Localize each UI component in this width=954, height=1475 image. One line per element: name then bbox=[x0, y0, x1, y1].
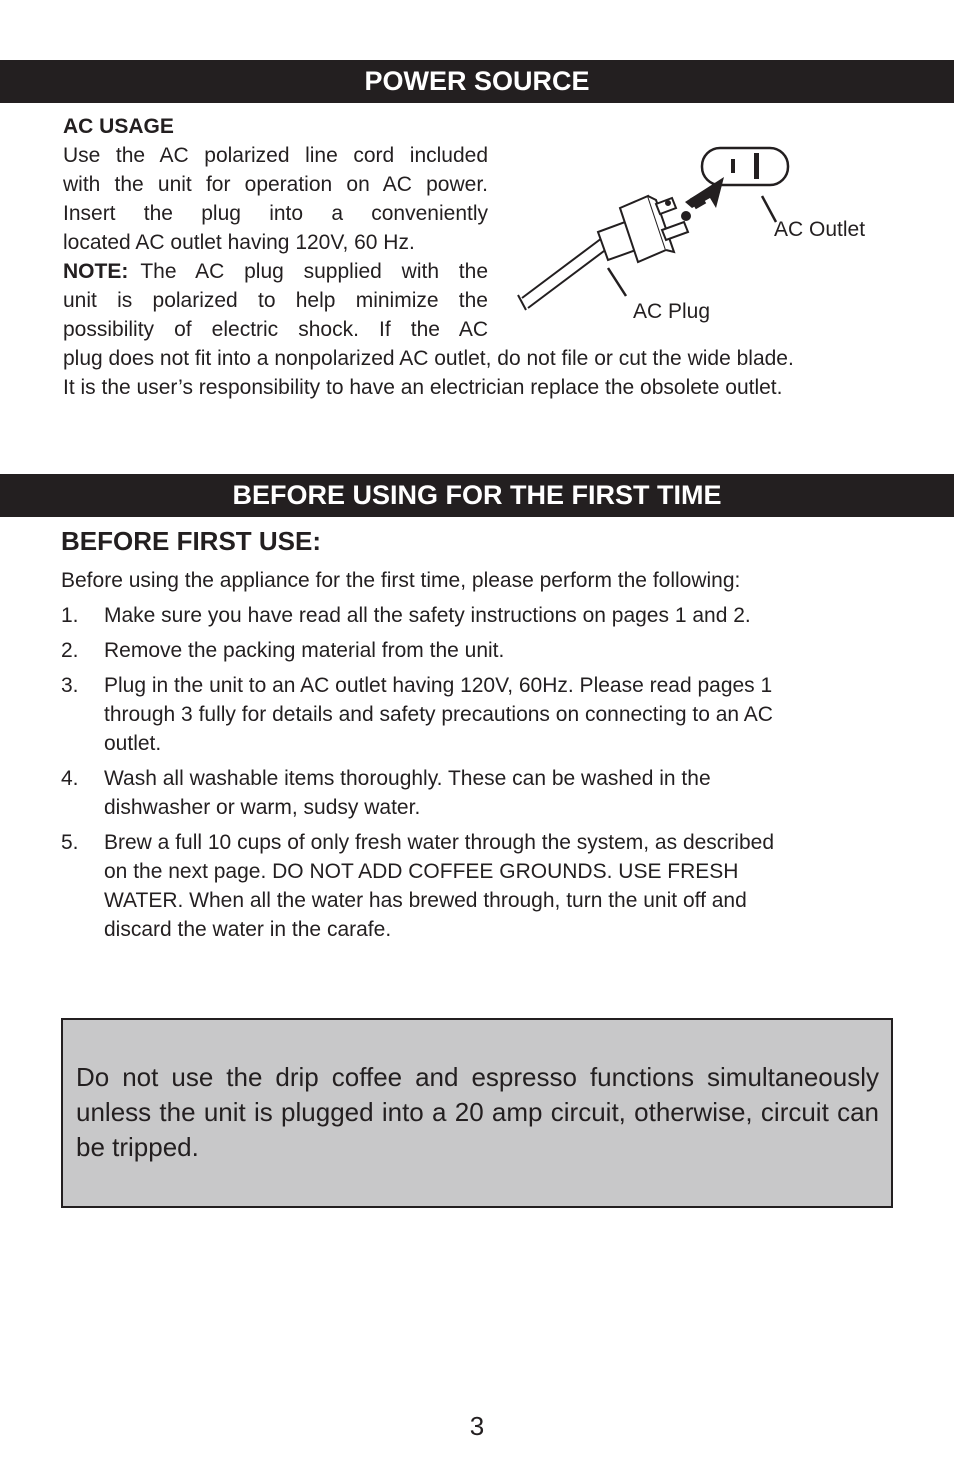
ac-usage-heading: AC USAGE bbox=[63, 115, 174, 138]
warning-notice-text: Do not use the drip coffee and espresso functions simultaneously unless the unit is plugged into a 20 amp circuit, otherwise, circuit can be tripped. bbox=[76, 1062, 879, 1162]
warning-notice-box bbox=[61, 1018, 893, 1208]
step-text: on the next page. DO NOT ADD COFFEE GROUNDS. USE FRESH bbox=[104, 860, 739, 883]
power-source-header: POWER SOURCE bbox=[0, 60, 954, 103]
step-text: outlet. bbox=[104, 732, 162, 755]
ac-outlet-icon bbox=[702, 148, 788, 185]
ac-usage-line: located AC outlet having 120V, 60 Hz. bbox=[63, 231, 415, 254]
ac-outlet-label: AC Outlet bbox=[774, 218, 866, 241]
plug-leader-line bbox=[608, 268, 626, 296]
before-first-use-intro: Before using the appliance for the first time, please perform the following: bbox=[61, 569, 741, 592]
note-label: NOTE: bbox=[63, 260, 129, 283]
ac-usage-line: with the unit for operation on AC power. bbox=[63, 173, 488, 196]
step-number: 3. bbox=[61, 674, 79, 697]
step-number: 5. bbox=[61, 831, 79, 854]
step-text: WATER. When all the water has brewed through, turn the unit off and bbox=[104, 889, 747, 912]
note-line: unit is polarized to help minimize the bbox=[63, 289, 488, 312]
step-text: Make sure you have read all the safety instructions on pages 1 and 2. bbox=[104, 604, 751, 627]
before-first-use-heading: BEFORE FIRST USE: bbox=[61, 526, 322, 556]
step-text: Brew a full 10 cups of only fresh water through the system, as described bbox=[104, 831, 775, 854]
note-text: The AC plug supplied with the bbox=[140, 260, 488, 283]
ac-plug-label: AC Plug bbox=[633, 300, 711, 323]
ac-usage-line: Use the AC polarized line cord included bbox=[63, 144, 488, 167]
note-line: possibility of electric shock. If the AC bbox=[63, 318, 488, 341]
step-number: 2. bbox=[61, 639, 79, 662]
note-line: plug does not fit into a nonpolarized AC outlet, do not file or cut the wide blade. bbox=[63, 347, 794, 370]
step-text: discard the water in the carafe. bbox=[104, 918, 392, 941]
note-line bbox=[63, 257, 488, 286]
step-number: 4. bbox=[61, 767, 79, 790]
step-text: dishwasher or warm, sudsy water. bbox=[104, 796, 421, 819]
before-using-header: BEFORE USING FOR THE FIRST TIME bbox=[0, 474, 954, 517]
step-text: Wash all washable items thoroughly. These can be washed in the bbox=[104, 767, 711, 790]
page-number: 3 bbox=[469, 1411, 485, 1441]
note-line: It is the user’s responsibility to have an electrician replace the obsolete outlet. bbox=[63, 376, 783, 399]
step-text: Remove the packing material from the unit. bbox=[104, 639, 505, 662]
ac-usage-line: Insert the plug into a conveniently bbox=[63, 202, 488, 225]
step-text: through 3 fully for details and safety precautions on connecting to an AC bbox=[104, 703, 773, 726]
ac-plug-icon bbox=[518, 196, 690, 310]
step-text: Plug in the unit to an AC outlet having 120V, 60Hz. Please read pages 1 bbox=[104, 674, 773, 697]
step-number: 1. bbox=[61, 604, 79, 627]
